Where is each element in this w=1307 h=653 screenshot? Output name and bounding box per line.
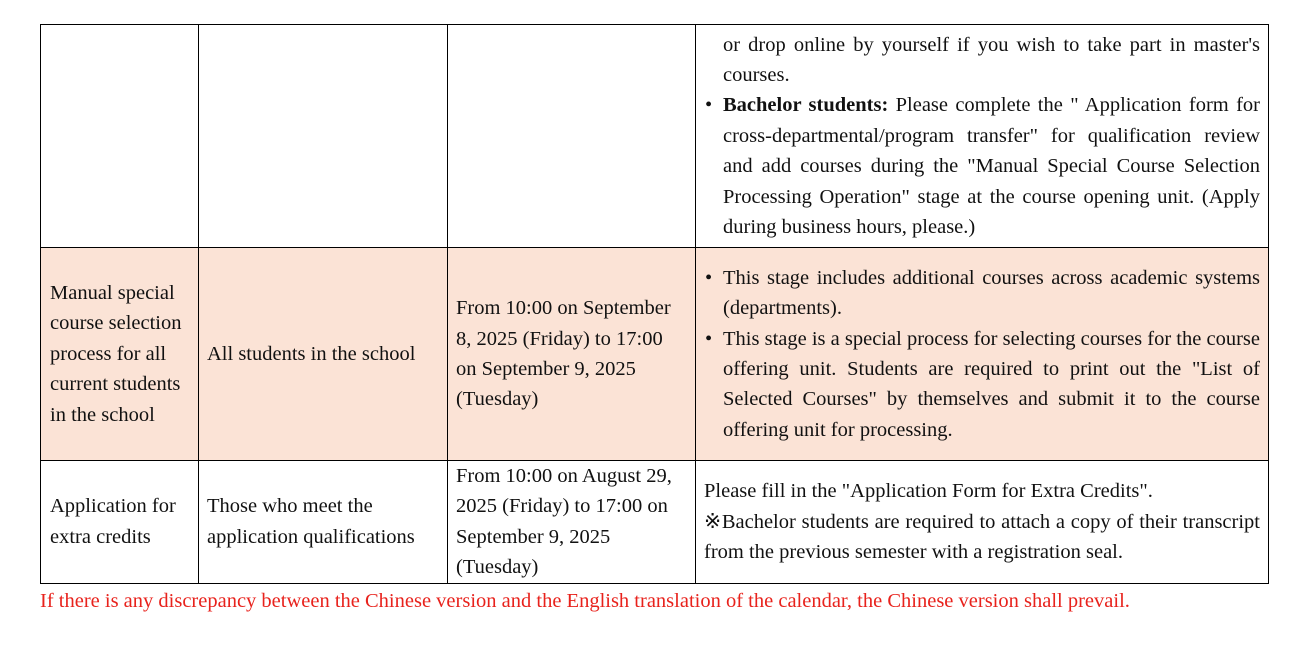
discrepancy-footnote: If there is any discrepancy between the Chinese version and the English translation of the calendar, the Chinese version shall prevail. <box>40 590 1130 612</box>
notes-list <box>704 263 1260 445</box>
list-item: • This stage is a special process for selecting courses for the course offering unit. Students are required to print out the "List of Selected Courses" by themselves and submit it to the course offering unit for processing. <box>704 324 1260 446</box>
eligible-cell <box>199 25 448 248</box>
table-row <box>41 461 1269 584</box>
eligible-cell: All students in the school <box>199 248 448 461</box>
period-cell: From 10:00 on September 8, 2025 (Friday) to 17:00 on September 9, 2025 (Tuesday) <box>448 248 696 461</box>
notes-cell <box>696 25 1269 248</box>
continued-note: or drop online by yourself if you wish to take part in master's courses. <box>723 33 1260 86</box>
period-cell <box>448 25 696 248</box>
bachelor-label: Bachelor students: <box>723 94 889 117</box>
notes-cell <box>696 248 1269 461</box>
bachelor-note-text: Please complete the " Application form for cross-departmental/program transfer" for qualification review and add courses during the "Manual Special Course Selection Processing Operation" stage at the course opening unit. (Apply during business hours, please.) <box>723 94 1260 239</box>
notes-cell <box>696 461 1269 584</box>
eligible-cell: Those who meet the application qualifications <box>199 461 448 584</box>
table-row <box>41 248 1269 461</box>
list-item: • This stage includes additional courses across academic systems (departments). <box>704 263 1260 324</box>
period-cell: From 10:00 on August 29, 2025 (Friday) to 17:00 on September 9, 2025 (Tuesday) <box>448 461 696 584</box>
course-selection-schedule-table <box>40 24 1269 584</box>
notes-list <box>704 30 1260 243</box>
extra-credits-instruction: Please fill in the "Application Form for Extra Credits". <box>704 480 1153 503</box>
table-row <box>41 25 1269 248</box>
extra-credits-note: ※Bachelor students are required to attach a copy of their transcript from the previous semester with a registration seal. <box>704 510 1260 564</box>
stage-cell <box>41 25 199 248</box>
bachelor-note <box>704 90 1260 242</box>
stage-cell: Manual special course selection process for all current students in the school <box>41 248 199 461</box>
stage-cell: Application for extra credits <box>41 461 199 584</box>
